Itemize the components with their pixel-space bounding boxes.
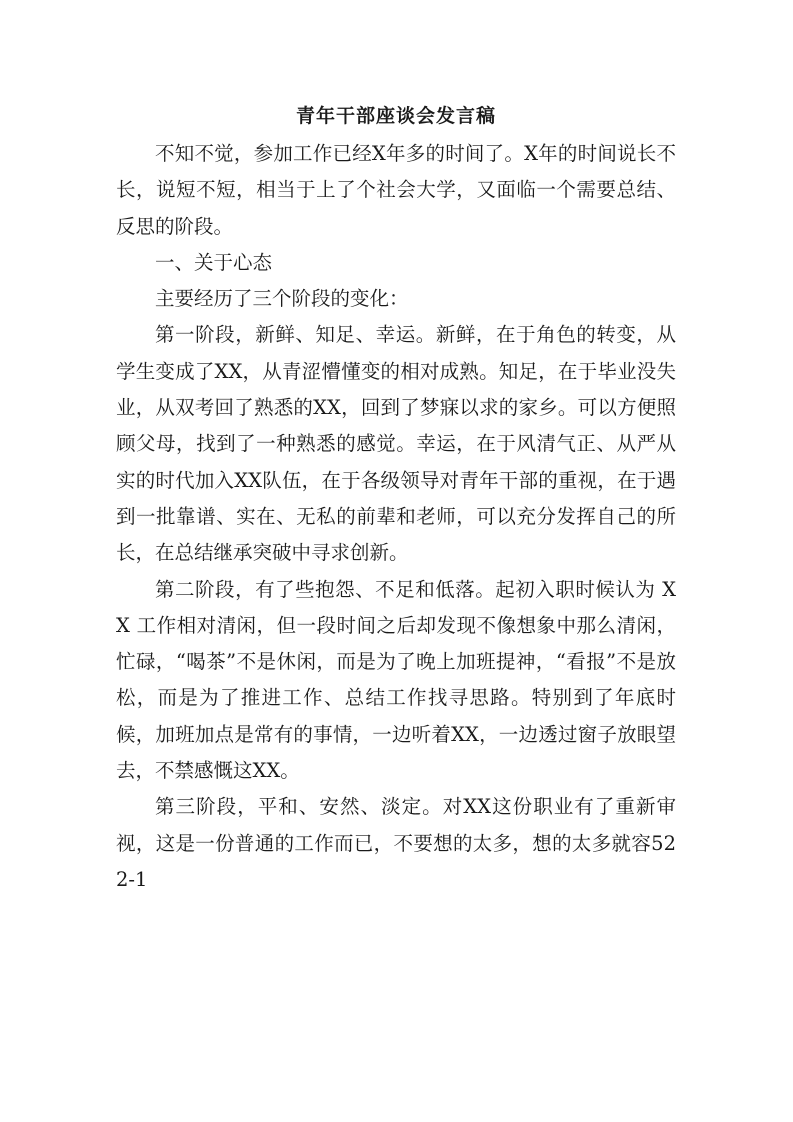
paragraph-stage-one: 第一阶段，新鲜、知足、幸运。新鲜，在于角色的转变，从学生变成了XX，从青涩懵懂变的相对成熟。知足，在于毕业没失业，从双考回了熟悉的XX，回到了梦寐以求的家乡。可以方便照顾父母，找到了一种熟悉的感觉。幸运，在于风清气正、从严从实的时代加入XX队伍，在于各级领导对青年干部的重视，在于遇到一批靠谱、实在、无私的前辈和老师，可以充分发挥自己的所长，在总结继承突破中寻求创新。 xyxy=(116,323,676,565)
paragraph-stages-intro: 主要经历了三个阶段的变化： xyxy=(155,287,409,311)
paragraph-intro: 不知不觉，参加工作已经X年多的时间了。X年的时间说长不长，说短不短，相当于上了个社会大学，又面临一个需要总结、反思的阶段。 xyxy=(116,142,676,238)
section-heading-mindset: 一、关于心态 xyxy=(155,250,273,274)
document-page xyxy=(116,96,676,898)
document-title: 青年干部座谈会发言稿 xyxy=(295,105,496,127)
paragraph-stage-two: 第二阶段，有了些抱怨、不足和低落。起初入职时候认为 XX 工作相对清闲，但一段时间之后却发现不像想象中那么清闲，忙碌，“喝茶”不是休闲，而是为了晚上加班提神，“看报”不是放松，而是为了推进工作、总结工作找寻思路。特别到了年底时候，加班加点是常有的事情，一边听着XX，一边透过窗子放眼望去，不禁感慨这XX。 xyxy=(116,577,676,783)
paragraph-stage-three: 第三阶段，平和、安然、淡定。对XX这份职业有了重新审视，这是一份普通的工作而已，不要想的太多，想的太多就容522-1 xyxy=(116,795,676,891)
